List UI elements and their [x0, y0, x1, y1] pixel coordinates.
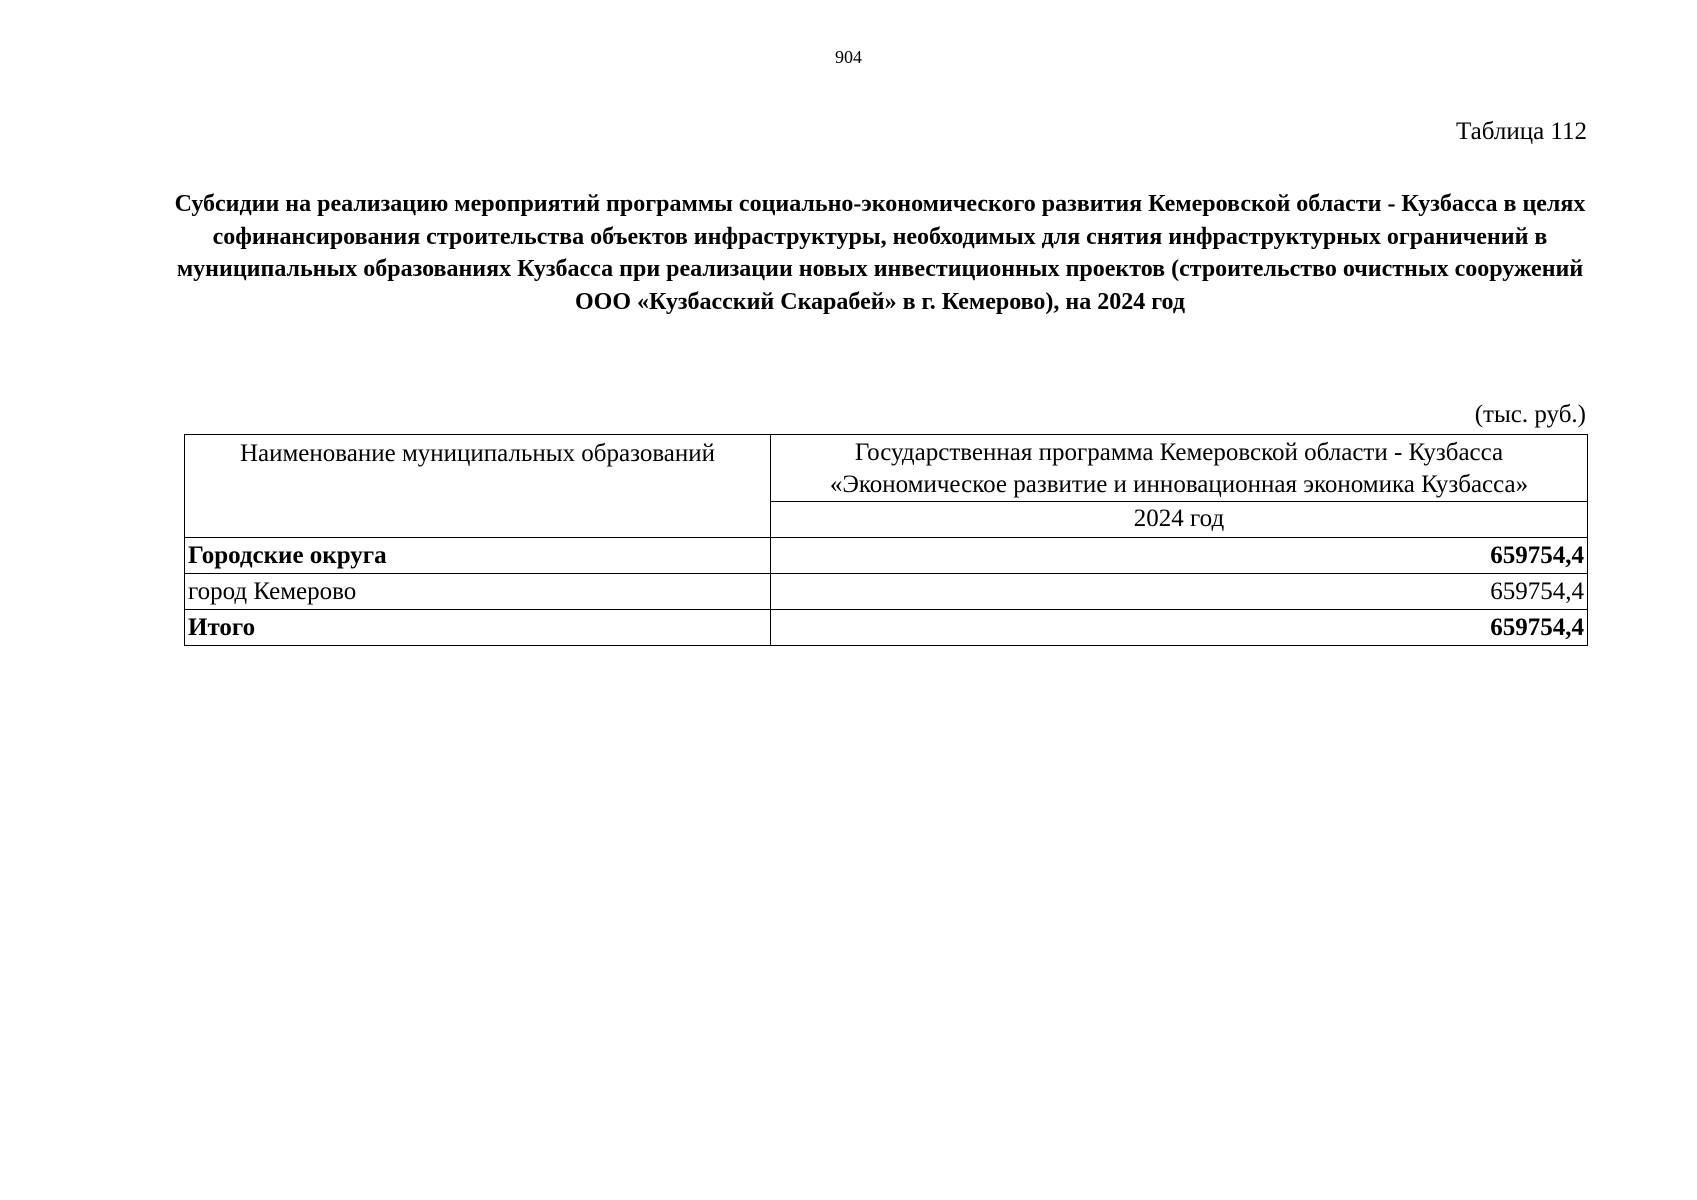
page-number: 904 [835, 47, 862, 67]
table-row-total [185, 610, 1588, 646]
header-year: 2024 год [771, 502, 1588, 538]
row-value: 659754,4 [771, 538, 1588, 574]
table-row [185, 538, 1588, 574]
row-name: Городские округа [185, 538, 771, 574]
table-row [185, 574, 1588, 610]
header-program: Государственная программа Кемеровской области - Кузбасса «Экономическое развитие и инновационная экономика Кузбасса» [771, 435, 1588, 502]
subsidy-table [184, 434, 1588, 646]
row-name: город Кемерово [185, 574, 771, 610]
row-name: Итого [185, 610, 771, 646]
table-header-row [185, 435, 1588, 502]
table-label: Таблица 112 [1456, 118, 1587, 145]
document-title: Субсидии на реализацию мероприятий программы социально-экономического развития Кемеровской области - Кузбасса в целях софинансирования строительства объектов инфраструктуры, необходимых для снятия инфраструктурных ограничений в муниципальных образованиях Кузбасса при реализации новых инвестиционных проектов (строительство очистных сооружений ООО «Кузбасский Скарабей» в г. Кемерово), на 2024 год [174, 191, 1586, 315]
row-value: 659754,4 [771, 574, 1588, 610]
row-value: 659754,4 [771, 610, 1588, 646]
header-municipality-name: Наименование муниципальных образований [185, 435, 771, 538]
units-label: (тыс. руб.) [1474, 401, 1586, 428]
